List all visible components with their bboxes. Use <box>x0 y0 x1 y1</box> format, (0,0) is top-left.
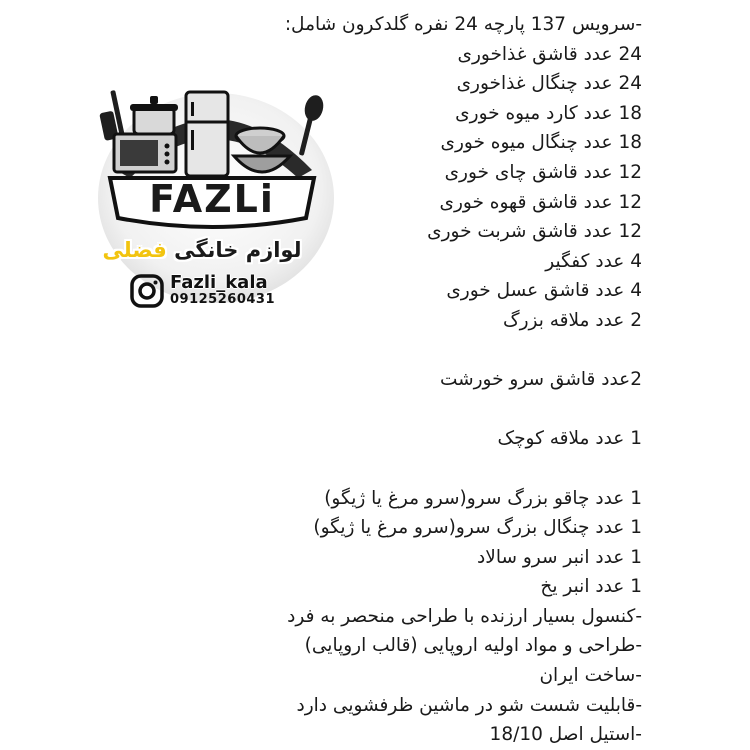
description-line: 24 عدد چنگال غذاخوری <box>456 73 642 95</box>
description-line: 1 عدد انبر سرو سالاد <box>477 546 642 568</box>
description-line: 2عدد قاشق سرو خورشت <box>439 369 642 391</box>
description-line: 2 عدد ملاقه بزرگ <box>503 309 642 331</box>
blank-line <box>222 454 642 484</box>
brand-tagline-prefix: لوازم خانگی <box>174 238 302 262</box>
instagram-handle: Fazli_kala <box>170 272 268 293</box>
instagram-icon <box>130 274 164 308</box>
blank-line <box>222 395 642 425</box>
description-line: -سرویس 137 پارچه 24 نفره گلدکرون شامل: <box>284 14 642 35</box>
brand-tagline-highlight: فضلی <box>102 238 167 262</box>
description-line: -کنسول بسیار ارزنده با طراحی منحصر به فرد <box>287 605 642 627</box>
description-line: -طراحی و مواد اولیه اروپایی (قالب اروپایی) <box>304 635 642 657</box>
description-line: 1 عدد چنگال بزرگ سرو(سرو مرغ یا ژیگو) <box>313 517 642 539</box>
microwave-icon <box>114 134 176 172</box>
description-line: 12 عدد قاشق قهوه خوری <box>439 191 642 213</box>
description-line: 18 عدد چنگال میوه خوری <box>440 132 642 154</box>
brand-wordmark: FAZLi <box>149 177 275 221</box>
phone-number: 09125260431 <box>170 292 275 307</box>
description-line: 4 عدد قاشق عسل خوری <box>446 280 642 302</box>
description-line: 4 عدد کفگیر <box>545 250 642 272</box>
description-line: 1 عدد انبر یخ <box>540 576 642 598</box>
description-line: 18 عدد کارد میوه خوری <box>455 102 642 124</box>
description-line: 1 عدد چاقو بزرگ سرو(سرو مرغ یا ژیگو) <box>324 487 642 509</box>
description-line: -استیل اصل 18/10 <box>489 724 642 746</box>
product-description <box>222 10 642 750</box>
description-line: 1 عدد ملاقه کوچک <box>497 428 642 450</box>
description-line: -ساخت ایران <box>539 665 642 687</box>
description-line: -قابلیت شست شو در ماشین ظرفشویی دارد <box>296 694 642 716</box>
description-line: 24 عدد قاشق غذاخوری <box>457 43 642 65</box>
description-line: 12 عدد قاشق چای خوری <box>444 161 642 183</box>
blank-line <box>222 336 642 366</box>
description-line: 12 عدد قاشق شربت خوری <box>427 221 642 243</box>
